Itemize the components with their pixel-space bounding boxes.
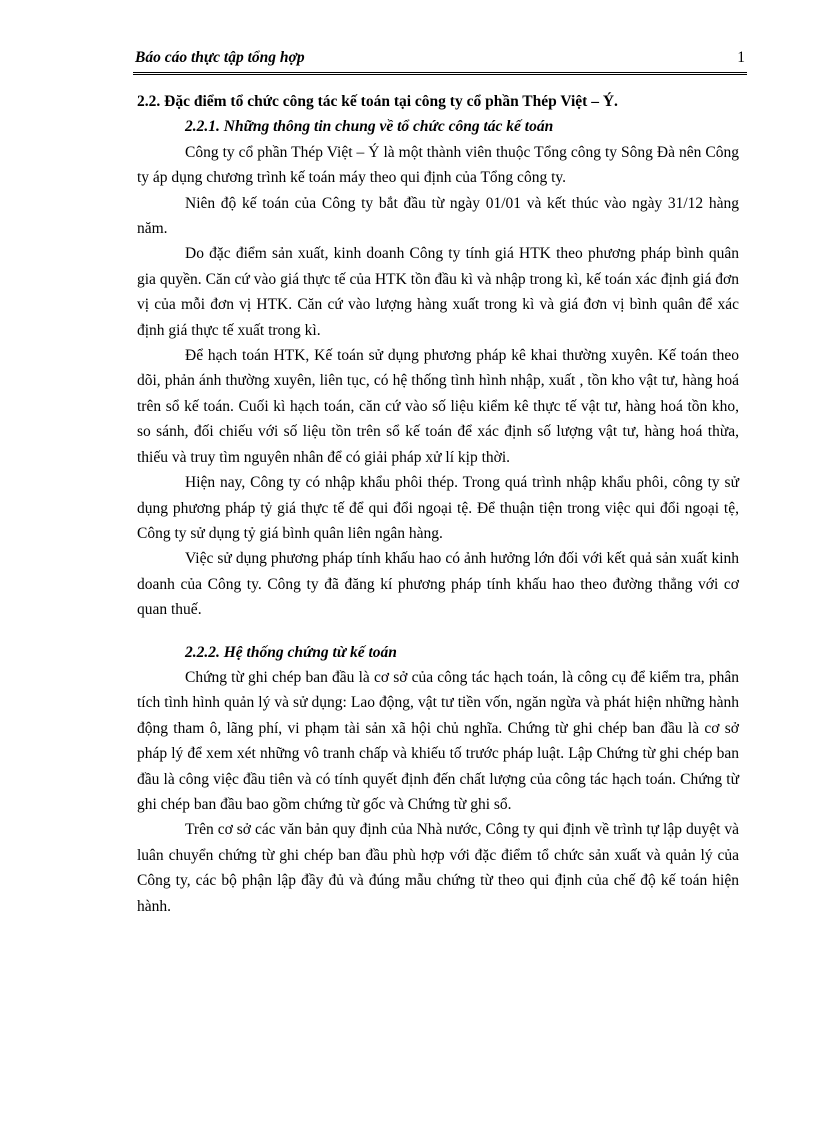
page-number: 1 <box>737 49 745 66</box>
paragraph: Niên độ kế toán của Công ty bắt đầu từ ngày 01/01 và kết thúc vào ngày 31/12 hàng năm. <box>137 194 739 238</box>
paragraph: Trên cơ sở các văn bản quy định của Nhà nước, Công ty qui định về trình tự lập duyệt và luân chuyển chứng từ ghi chép ban đầu phù hợp với đặc điểm tổ chức sản xuất và quản lý của Công ty, các bộ phận lập đầy đủ và đúng mẫu chứng từ theo qui định của chế độ kế toán hiện hành. <box>137 821 739 915</box>
page-header <box>133 46 747 75</box>
paragraph: Để hạch toán HTK, Kế toán sử dụng phương pháp kê khai thường xuyên. Kế toán theo dõi, phản ánh thường xuyên, liên tục, có hệ thống tình hình nhập, xuất , tồn kho vật tư, hàng hoá trên sổ kế toán. Cuối kì hạch toán, căn cứ vào số liệu kiểm kê thực tế vật tư, hàng hoá tồn kho, so sánh, đối chiếu với số liệu tồn trên sổ kế toán để xác định số lượng vật tư, hàng hoá thừa, thiếu và truy tìm nguyên nhân để có giải pháp xử lí kịp thời. <box>137 347 739 466</box>
subsection-heading-1: 2.2.1. Những thông tin chung về tổ chức công tác kế toán <box>185 118 554 136</box>
section-heading: 2.2. Đặc điểm tổ chức công tác kế toán tại công ty cổ phần Thép Việt – Ý. <box>137 93 618 110</box>
paragraph: Chứng từ ghi chép ban đầu là cơ sở của công tác hạch toán, là công cụ để kiểm tra, phân tích tình hình quản lý và sử dụng: Lao động, vật tư tiền vốn, ngăn ngừa và phát hiện những hành động tham ô, lãng phí, vi phạm tài sản xã hội chủ nghĩa. Chứng từ ghi chép ban đầu là cơ sở pháp lý để xem xét những vô tranh chấp và khiếu tố trước pháp luật. Lập Chứng từ ghi chép ban đầu là công việc đầu tiên và có tính quyết định đến chất lượng của công tác hạch toán. Chứng từ ghi chép ban đầu bao gồm chứng từ gốc và Chứng từ ghi sổ. <box>137 668 739 813</box>
paragraph: Việc sử dụng phương pháp tính khấu hao có ảnh hưởng lớn đối với kết quả sản xuất kinh doanh của Công ty. Công ty đã đăng kí phương pháp tính khấu hao theo đường thẳng với cơ quan thuế. <box>137 550 739 619</box>
header-title: Báo cáo thực tập tổng hợp <box>135 49 305 66</box>
paragraph: Do đặc điểm sản xuất, kinh doanh Công ty tính giá HTK theo phương pháp bình quân gia quyền. Căn cứ vào giá thực tế của HTK tồn đầu kì và nhập trong kì, kế toán xác định giá đơn vị của mỗi đơn vị HTK. Căn cứ vào lượng hàng xuất trong kì và giá đơn vị bình quân để xác định giá thực tế xuất trong kì. <box>137 245 739 339</box>
document-body <box>137 89 739 919</box>
section-spacer <box>137 623 739 640</box>
subsection-heading-2: 2.2.2. Hệ thống chứng từ kế toán <box>185 643 397 661</box>
paragraph: Hiện nay, Công ty có nhập khẩu phôi thép. Trong quá trình nhập khẩu phôi, công ty sử dụng phương pháp tỷ giá thực tế để qui đổi ngoại tệ. Để thuận tiện trong việc qui đổi ngoại tệ, Công ty sử dụng tỷ giá bình quân liên ngân hàng. <box>137 474 739 542</box>
paragraph: Công ty cổ phần Thép Việt – Ý là một thành viên thuộc Tổng công ty Sông Đà nên Công ty áp dụng chương trình kế toán máy theo qui định của Tổng công ty. <box>137 143 739 187</box>
